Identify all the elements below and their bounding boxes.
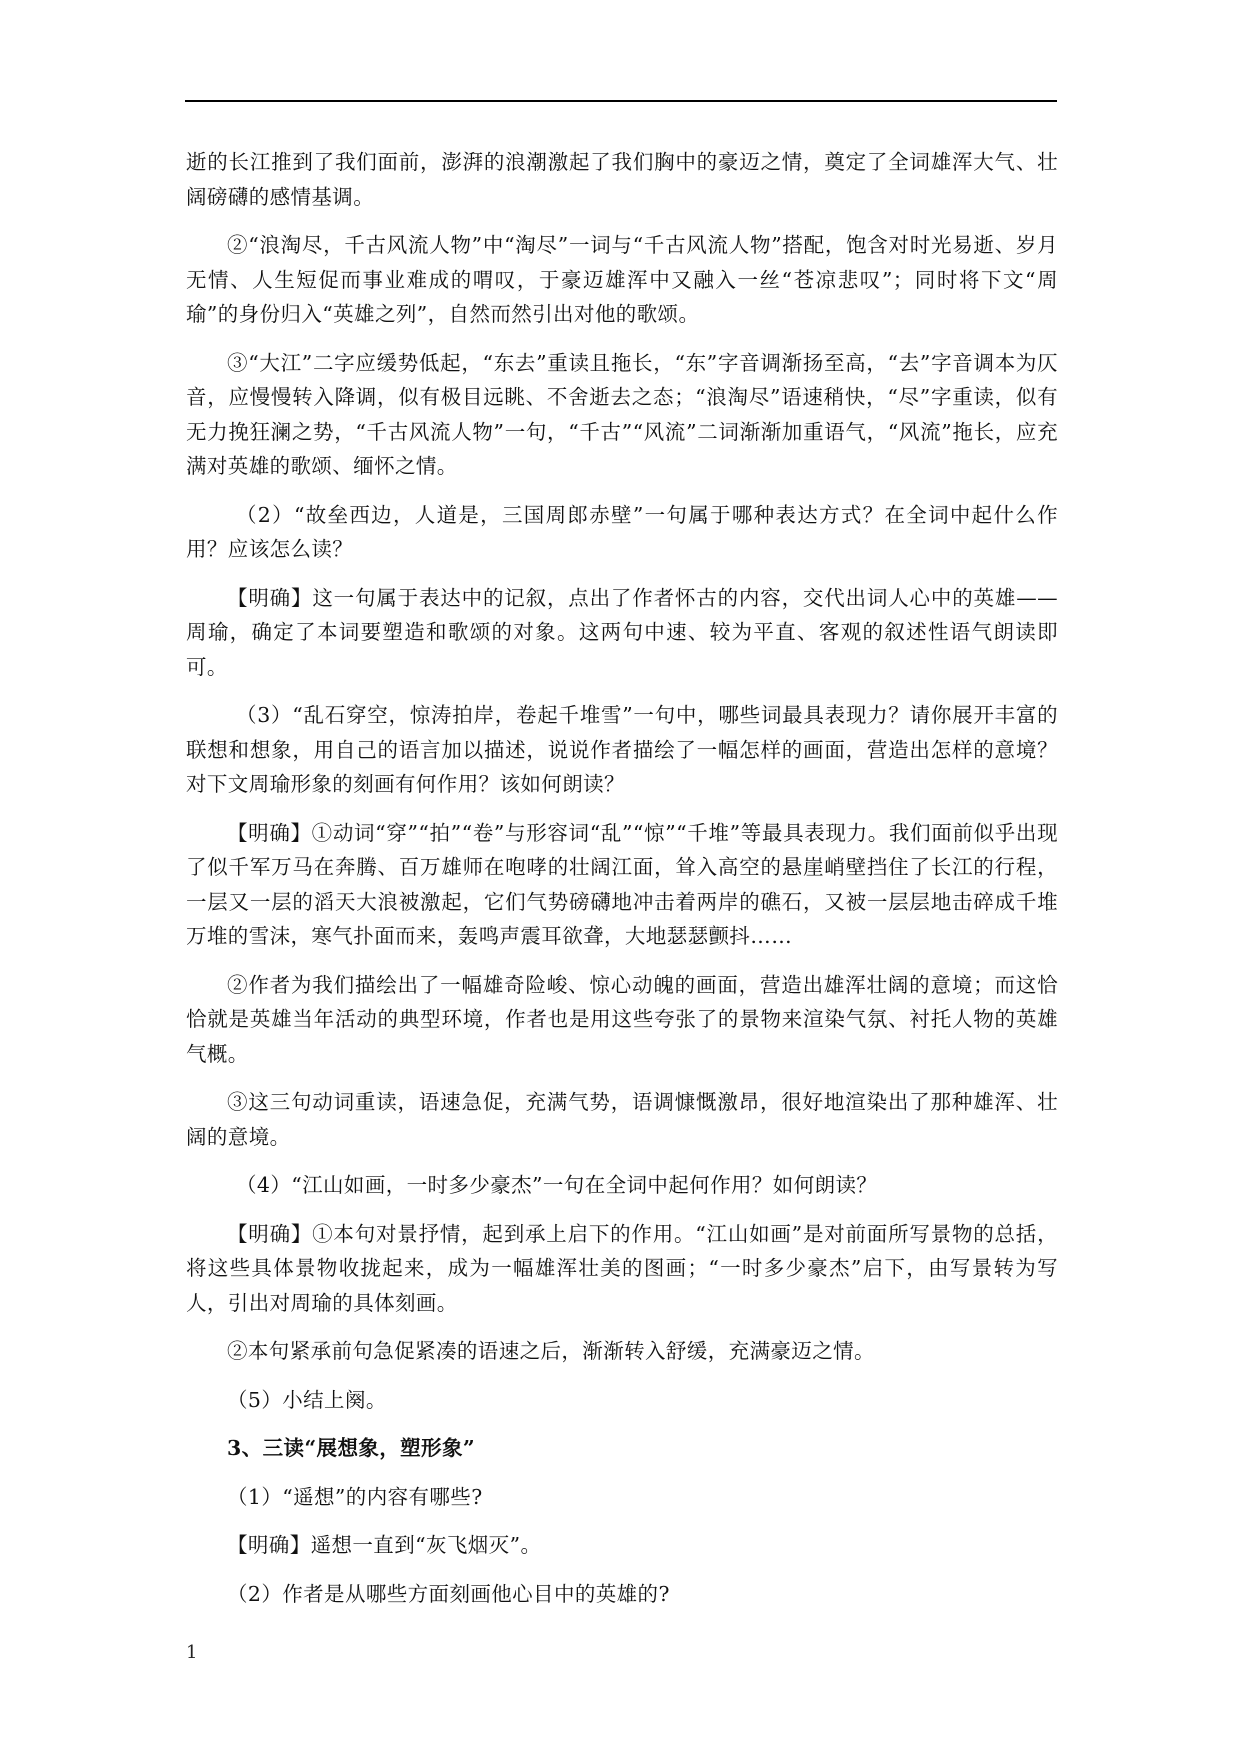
answer-1: 【明确】遥想一直到“灰飞烟灭”。 xyxy=(227,1533,542,1557)
question-5: （5）小结上阕。 xyxy=(227,1387,387,1412)
answer-3-point-1: 【明确】①动词“穿”“拍”“卷”与形容词“乱”“惊”“千堆”等最具表现力。我们面前似乎出现了似千军万马在奔腾、百万雄师在咆哮的壮阔江面，耸入高空的悬崖峭壁挡住了长江的行程，一层又一层的滔天大浪被激起，它们气势磅礴地冲击着两岸的礁石，又被一层层地击碎成千堆万堆的雪沫，寒气扑面而来，轰鸣声震耳欲聋，大地瑟瑟颤抖…… xyxy=(186,820,1058,948)
header-rule xyxy=(185,100,1057,102)
question-2: （2）“故垒西边，人道是，三国周郎赤壁”一句属于哪种表达方式？在全词中起什么作用？应该怎么读？ xyxy=(186,502,1058,561)
answer-2: 【明确】这一句属于表达中的记叙，点出了作者怀古的内容，交代出词人心中的英雄——周瑜，确定了本词要塑造和歌颂的对象。这两句中速、较为平直、客观的叙述性语气朗读即可。 xyxy=(186,585,1058,679)
answer-3-point-3: ③这三句动词重读，语速急促，充满气势，语调慷慨激昂，很好地渲染出了那种雄浑、壮阔的意境。 xyxy=(186,1090,1058,1149)
question-3: （3）“乱石穿空，惊涛拍岸，卷起千堆雪”一句中，哪些词最具表现力？请你展开丰富的联想和想象，用自己的语言加以描述，说说作者描绘了一幅怎样的画面，营造出怎样的意境？对下文周瑜形象的刻画有何作用？该如何朗读？ xyxy=(186,703,1058,796)
question-1: （1）“遥想”的内容有哪些? xyxy=(227,1484,483,1509)
section-heading-3: 3、三读“展想象，塑形象” xyxy=(227,1436,476,1460)
answer-3-point-2: ②作者为我们描绘出了一幅雄奇险峻、惊心动魄的画面，营造出雄浑壮阔的意境；而这恰恰就是英雄当年活动的典型环境，作者也是用这些夸张了的景物来渲染气氛、衬托人物的英雄气概。 xyxy=(186,972,1058,1066)
answer-4-point-2: ②本句紧承前句急促紧凑的语速之后，渐渐转入舒缓，充满豪迈之情。 xyxy=(227,1339,875,1363)
document-body xyxy=(186,145,1058,1625)
paragraph-continuation: 逝的长江推到了我们面前，澎湃的浪潮激起了我们胸中的豪迈之情，奠定了全词雄浑大气、壮阔磅礴的感情基调。 xyxy=(186,150,1058,209)
page-number: 1 xyxy=(186,1642,198,1663)
paragraph-point-3: ③“大江”二字应缓势低起，“东去”重读且拖长，“东”字音调渐扬至高，“去”字音调本为仄音，应慢慢转入降调，似有极目远眺、不舍逝去之态；“浪淘尽”语速稍快，“尽”字重读，似有无力挽狂澜之势，“千古风流人物”一句，“千古”“风流”二词渐渐加重语气，“风流”拖长，应充满对英雄的歌颂、缅怀之情。 xyxy=(186,350,1058,478)
question-2-part-2: （2）作者是从哪些方面刻画他心目中的英雄的? xyxy=(227,1581,670,1606)
answer-4-point-1: 【明确】①本句对景抒情，起到承上启下的作用。“江山如画”是对前面所写景物的总括，将这些具体景物收拢起来，成为一幅雄浑壮美的图画；“一时多少豪杰”启下，由写景转为写人，引出对周瑜的具体刻画。 xyxy=(186,1221,1058,1315)
paragraph-point-2: ②“浪淘尽，千古风流人物”中“淘尽”一词与“千古风流人物”搭配，饱含对时光易逝、岁月无情、人生短促而事业难成的喟叹，于豪迈雄浑中又融入一丝“苍凉悲叹”；同时将下文“周瑜”的身份归入“英雄之列”，自然而然引出对他的歌颂。 xyxy=(186,233,1058,326)
question-4: （4）“江山如画，一时多少豪杰”一句在全词中起何作用？如何朗读？ xyxy=(236,1173,878,1197)
